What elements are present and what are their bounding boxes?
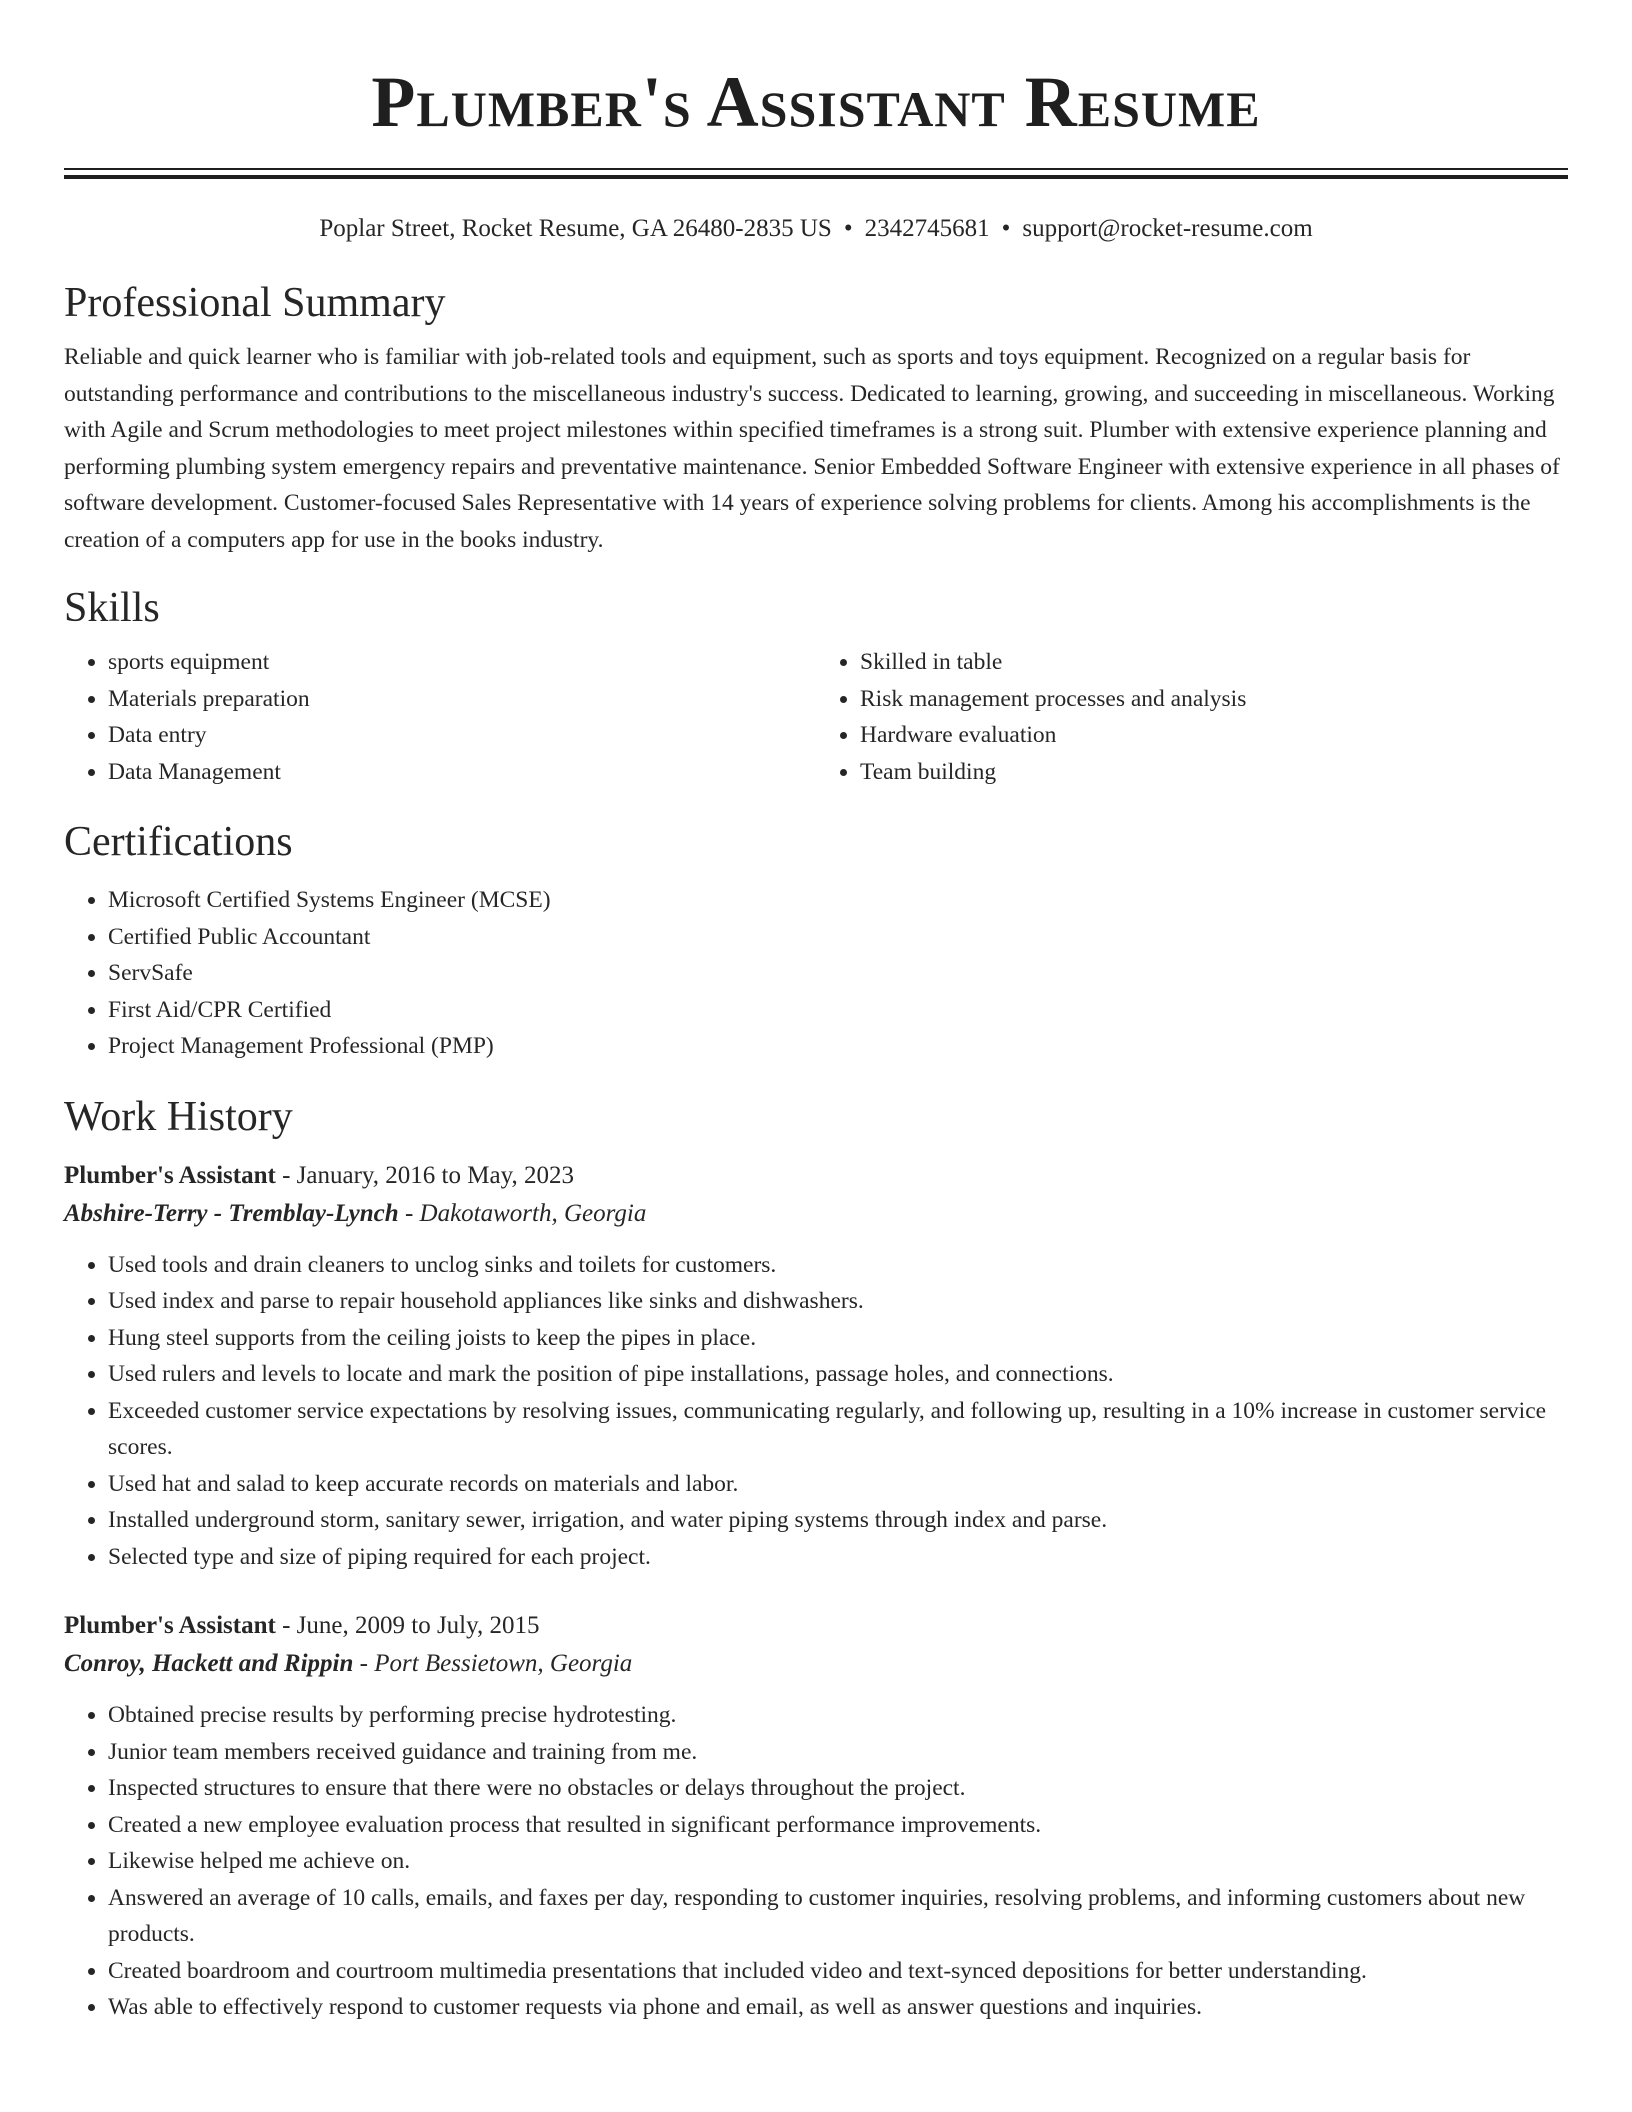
list-item: • Project Management Professional (PMP) — [108, 1028, 1568, 1065]
list-item: • sports equipment — [108, 644, 816, 681]
contact-email: support@rocket-resume.com — [1022, 215, 1313, 242]
contact-address: Poplar Street, Rocket Resume, GA 26480-2835 US — [319, 215, 832, 242]
list-item: • Exceeded customer service expectations by resolving issues, communicating regularly, and following up, resulting in a 10% increase in customer service scores. — [108, 1393, 1568, 1466]
job-title: Plumber's Assistant — [64, 1612, 276, 1639]
job-dates: - January, 2016 to May, 2023 — [275, 1161, 574, 1189]
list-item: • Was able to effectively respond to customer requests via phone and email, as well as answer questions and inquiries. — [108, 1989, 1568, 2026]
list-item: • Likewise helped me achieve on. — [108, 1843, 1568, 1880]
skills-heading: Skills — [64, 585, 160, 631]
list-item: • Data Management — [108, 754, 816, 791]
contact-separator: • — [843, 215, 853, 242]
job-company-line — [64, 1195, 1568, 1233]
job-entry — [64, 1157, 1568, 1576]
list-item: • Junior team members received guidance and training from me. — [108, 1734, 1568, 1771]
work-history-section — [64, 1091, 1568, 2026]
list-item: • Certified Public Accountant — [108, 919, 1568, 956]
job-company-line — [64, 1645, 1568, 1683]
job-company: Abshire-Terry - Tremblay-Lynch — [64, 1199, 399, 1227]
list-item: • Obtained precise results by performing precise hydrotesting. — [108, 1697, 1568, 1734]
job-title: Plumber's Assistant — [64, 1161, 276, 1189]
list-item: • Risk management processes and analysis — [860, 681, 1568, 718]
job-location: - Port Bessietown, Georgia — [353, 1650, 633, 1677]
skills-list-right — [816, 644, 1568, 790]
list-item: • Used hat and salad to keep accurate records on materials and labor. — [108, 1466, 1568, 1503]
contact-phone: 2342745681 — [864, 215, 990, 242]
job-company: Conroy, Hackett and Rippin — [64, 1650, 354, 1677]
list-item: • Skilled in table — [860, 644, 1568, 681]
summary-section — [64, 277, 1568, 558]
list-item: • Team building — [860, 754, 1568, 791]
list-item: • Data entry — [108, 717, 816, 754]
skills-columns — [64, 644, 1568, 790]
contact-line — [64, 213, 1568, 245]
job-entry — [64, 1607, 1568, 2026]
list-item: • Microsoft Certified Systems Engineer (MCSE) — [108, 882, 1568, 919]
list-item: • Created a new employee evaluation process that resulted in significant performance improvements. — [108, 1807, 1568, 1844]
list-item: • Selected type and size of piping required for each project. — [108, 1539, 1568, 1576]
summary-heading: Professional Summary — [64, 280, 446, 326]
title-divider-thin — [64, 168, 1568, 170]
list-item: • Hung steel supports from the ceiling joists to keep the pipes in place. — [108, 1320, 1568, 1357]
certifications-heading: Certifications — [64, 819, 293, 865]
list-item: • ServSafe — [108, 955, 1568, 992]
summary-text: Reliable and quick learner who is familiar with job-related tools and equipment, such as sports and toys equipment. Recognized on a regular basis for outstanding performance and contributions to the miscellaneous industry's success. Dedicated to learning, growing, and succeeding in miscellaneous. Working with Agile and Scrum methodologies to meet project milestones within specified timeframes is a strong suit. Plumber with extensive experience planning and performing plumbing system emergency repairs and preventative maintenance. Senior Embedded Software Engineer with extensive experience in all phases of software development. Customer-focused Sales Representative with 14 years of experience solving problems for clients. Among his accomplishments is the creation of a computers app for use in the books industry. — [64, 344, 1560, 553]
list-item: • First Aid/CPR Certified — [108, 992, 1568, 1029]
skills-list-left — [64, 644, 816, 790]
list-item: • Hardware evaluation — [860, 717, 1568, 754]
job-bullets — [64, 1247, 1568, 1576]
job-dates: - June, 2009 to July, 2015 — [275, 1612, 540, 1639]
title-divider-thick — [64, 175, 1568, 179]
skills-section — [64, 582, 1568, 790]
list-item: • Used index and parse to repair household appliances like sinks and dishwashers. — [108, 1283, 1568, 1320]
list-item: • Used rulers and levels to locate and mark the position of pipe installations, passage holes, and connections. — [108, 1356, 1568, 1393]
list-item: • Installed underground storm, sanitary sewer, irrigation, and water piping systems through index and parse. — [108, 1502, 1568, 1539]
list-item: • Inspected structures to ensure that there were no obstacles or delays throughout the project. — [108, 1770, 1568, 1807]
list-item: • Answered an average of 10 calls, emails, and faxes per day, responding to customer inquiries, resolving problems, and informing customers about new products. — [108, 1880, 1568, 1953]
job-title-line — [64, 1607, 1568, 1645]
list-item: • Materials preparation — [108, 681, 816, 718]
list-item: • Used tools and drain cleaners to unclog sinks and toilets for customers. — [108, 1247, 1568, 1284]
work-history-heading: Work History — [64, 1093, 293, 1140]
certifications-list — [64, 882, 1568, 1065]
list-item: • Created boardroom and courtroom multimedia presentations that included video and text-synced depositions for better understanding. — [108, 1953, 1568, 1990]
certifications-section — [64, 816, 1568, 1065]
job-bullets — [64, 1697, 1568, 2026]
job-location: - Dakotaworth, Georgia — [398, 1199, 647, 1227]
resume-title: Plumber's Assistant Resume — [371, 62, 1261, 142]
contact-separator: • — [1001, 215, 1011, 242]
job-title-line — [64, 1157, 1568, 1195]
